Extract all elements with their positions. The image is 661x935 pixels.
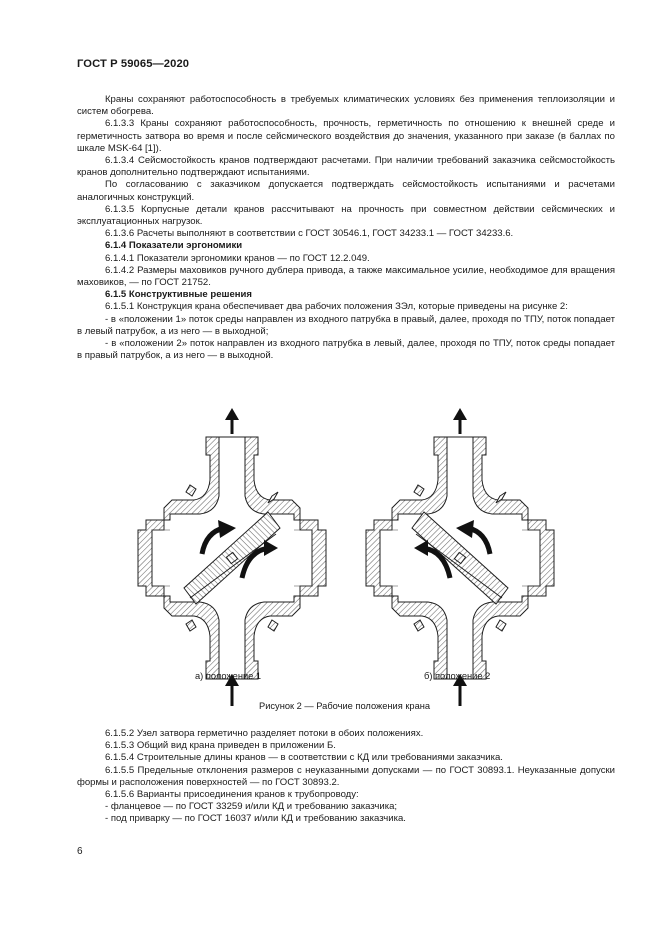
- section-heading: 6.1.5 Конструктивные решения: [105, 289, 252, 301]
- paragraph: - в «положении 2» поток направлен из входного патрубка в левый, далее, проходя по ТПУ, поток среды попадает в правый патрубок, а из него — в выходной.: [77, 338, 615, 362]
- document-header: ГОСТ Р 59065—2020: [77, 58, 190, 70]
- paragraph: 6.1.3.3 Краны сохраняют работоспособность, прочность, герметичность по отношению к внешней среде и герметичность затвора во время и после сейсмического воздействия до значения, указанного при заказе (в баллах по шкале MSK-64 [1]).: [77, 118, 615, 154]
- paragraph: 6.1.4.1 Показатели эргономики кранов — по ГОСТ 12.2.049.: [105, 252, 370, 264]
- body-text-top: [77, 94, 615, 362]
- page-number: 6: [77, 846, 83, 857]
- body-text-bottom: [77, 728, 615, 826]
- paragraph: 6.1.4.2 Размеры маховиков ручного дублера привода, а также максимальное усилие, необходимое для вращения маховиков, — по ГОСТ 21752.: [77, 264, 615, 289]
- paragraph: 6.1.5.6 Варианты присоединения кранов к трубопроводу:: [105, 789, 359, 801]
- paragraph: 6.1.5.1 Конструкция крана обеспечивает два рабочих положения ЗЭл, которые приведены на рисунке 2:: [105, 301, 568, 313]
- paragraph: - под приварку — по ГОСТ 16037 и/или КД и требованию заказчика.: [105, 813, 406, 825]
- paragraph: - в «положении 1» поток среды направлен из входного патрубка в правый, далее, проходя по ТПУ, поток попадает в левый патрубок, а из него — в выходной;: [77, 313, 615, 337]
- paragraph: - фланцевое — по ГОСТ 33259 и/или КД и требованию заказчика;: [105, 801, 398, 813]
- valve-diagram-position-2: [366, 408, 554, 706]
- paragraph: 6.1.3.5 Корпусные детали кранов рассчитывают на прочность при совместном действии сейсмических и эксплуатационных нагрузок.: [77, 203, 615, 228]
- paragraph: Краны сохраняют работоспособность в требуемых климатических условиях без применения теплоизоляции и систем обогрева.: [77, 94, 615, 118]
- paragraph: 6.1.5.3 Общий вид крана приведен в приложении Б.: [105, 740, 336, 752]
- paragraph: 6.1.5.5 Предельные отклонения размеров с неуказанными допусками — по ГОСТ 30893.1. Неуказанные допуски формы и расположения поверхностей — по ГОСТ 30893.2.: [77, 764, 615, 788]
- paragraph: По согласованию с заказчиком допускается подтверждать сейсмостойкость испытаниями и расчетами аналогичных конструкций.: [77, 179, 615, 203]
- caption-position-1: а) положение 1: [195, 671, 262, 681]
- paragraph: 6.1.5.2 Узел затвора герметично разделяет потоки в обоих положениях.: [105, 728, 424, 739]
- figure-2: [77, 408, 615, 711]
- caption-position-2: б) положение 2: [424, 671, 491, 681]
- paragraph: 6.1.3.6 Расчеты выполняют в соответствии с ГОСТ 30546.1, ГОСТ 34233.1 — ГОСТ 34233.6.: [105, 228, 514, 240]
- paragraph: 6.1.3.4 Сейсмостойкость кранов подтверждают расчетами. При наличии требований заказчика сейсмостойкость кранов дополнительно подтверждают испытаниями.: [77, 155, 615, 179]
- valve-diagrams: [77, 408, 615, 708]
- figure-title: Рисунок 2 — Рабочие положения крана: [259, 701, 431, 711]
- paragraph: 6.1.5.4 Строительные длины кранов — в соответствии с КД или требованиями заказчика.: [105, 752, 503, 764]
- valve-diagram-position-1: [138, 408, 326, 706]
- section-heading: 6.1.4 Показатели эргономики: [105, 240, 243, 252]
